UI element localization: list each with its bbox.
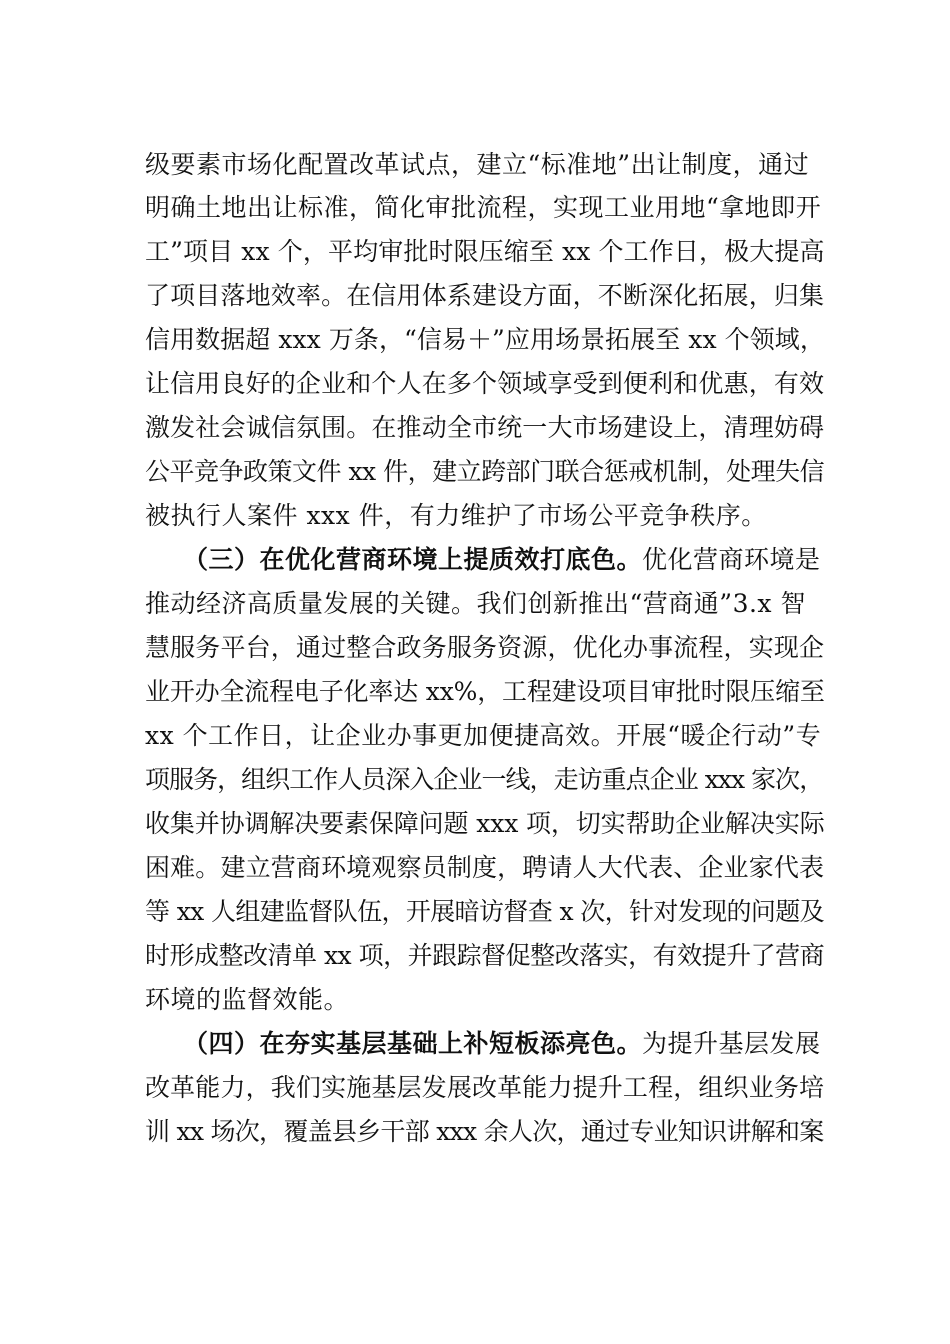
section-3-heading: （三）在优化营商环境上提质效打底色。: [183, 545, 643, 574]
body-text-line: 困难。建立营商环境观察员制度，聘请人大代表、企业家代表: [145, 853, 825, 882]
body-text-line: 等 xx 人组建监督队伍，开展暗访督查 x 次，针对发现的问题及: [145, 897, 824, 926]
body-text-line: 了项目落地效率。在信用体系建设方面，不断深化拓展，归集: [145, 281, 825, 310]
section-4-heading: （四）在夯实基层基础上补短板添亮色。: [183, 1029, 643, 1058]
body-text-line: 环境的监督效能。: [145, 985, 350, 1014]
body-text-line: 推动经济高质量发展的关键。我们创新推出“营商通”3.x 智: [145, 589, 806, 618]
body-text-line: 业开办全流程电子化率达 xx%，工程建设项目审批时限压缩至: [145, 677, 825, 706]
body-text-line: 明确土地出让标准，简化审批流程，实现工业用地“拿地即开: [145, 193, 822, 222]
section-3-first-line-text: 优化营商环境是: [642, 545, 821, 574]
body-text-line: 工”项目 xx 个，平均审批时限压缩至 xx 个工作日，极大提高: [145, 237, 825, 266]
body-text-line: 项服务，组织工作人员深入企业一线，走访重点企业 xxx 家次，: [145, 765, 824, 794]
body-text-line: 激发社会诚信氛围。在推动全市统一大市场建设上，清理妨碍: [145, 413, 825, 442]
body-text-line: 信用数据超 xxx 万条，“信易＋”应用场景拓展至 xx 个领域，: [145, 325, 825, 354]
body-text-line: 慧服务平台，通过整合政务服务资源，优化办事流程，实现企: [145, 633, 825, 662]
body-text-line: 被执行人案件 xxx 件，有力维护了市场公平竞争秩序。: [145, 501, 767, 530]
section-4-first-line: [183, 1024, 825, 1064]
body-text-line: 时形成整改清单 xx 项，并跟踪督促整改落实，有效提升了营商: [145, 941, 825, 970]
section-4-first-line-text: 为提升基层发展: [642, 1029, 821, 1058]
body-text-line: 让信用良好的企业和个人在多个领域享受到便利和优惠，有效: [145, 369, 825, 398]
body-text-line: xx 个工作日，让企业办事更加便捷高效。开展“暖企行动”专: [145, 721, 822, 750]
body-text-line: 公平竞争政策文件 xx 件，建立跨部门联合惩戒机制，处理失信: [145, 457, 825, 486]
body-text-line: 改革能力，我们实施基层发展改革能力提升工程，组织业务培: [145, 1073, 825, 1102]
body-text-line: 收集并协调解决要素保障问题 xxx 项，切实帮助企业解决实际: [145, 809, 825, 838]
body-text-line: 训 xx 场次，覆盖县乡干部 xxx 余人次，通过专业知识讲解和案: [145, 1117, 824, 1146]
body-text-line: 级要素市场化配置改革试点，建立“标准地”出让制度，通过: [145, 150, 810, 179]
section-3-first-line: [183, 540, 825, 580]
